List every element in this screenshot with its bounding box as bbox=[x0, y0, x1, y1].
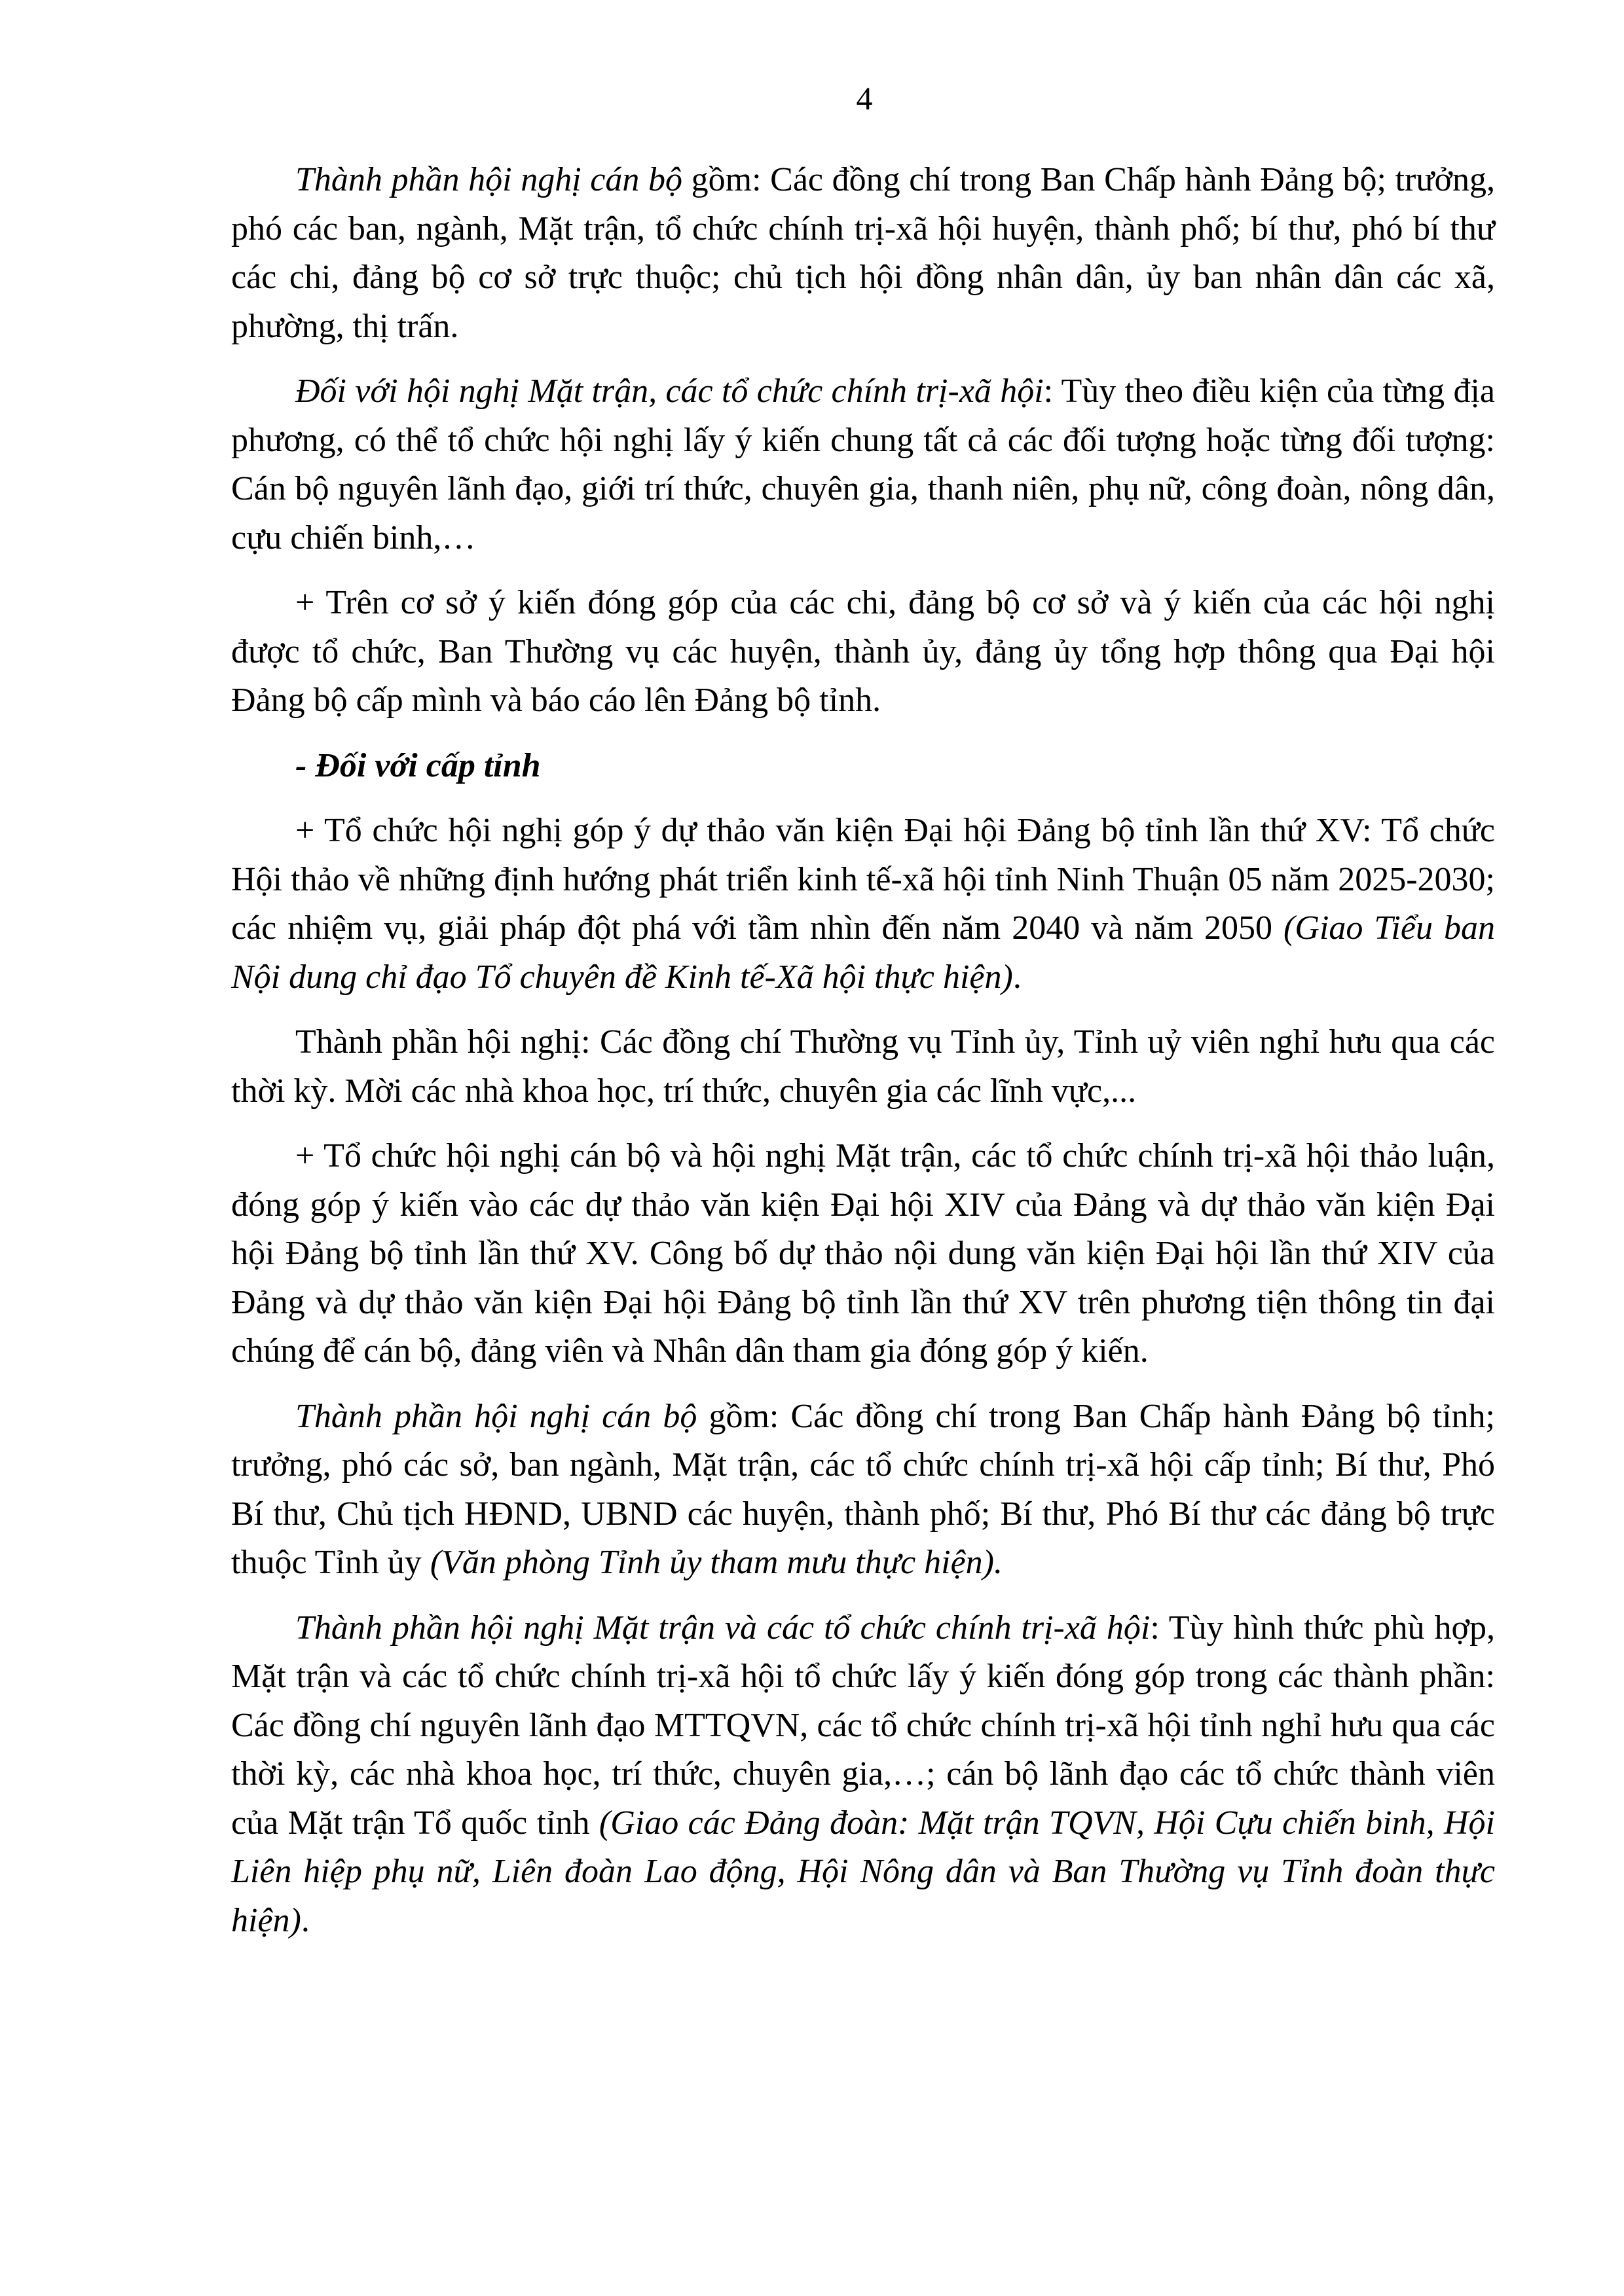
heading-text: - Đối với cấp tỉnh bbox=[295, 746, 541, 784]
paragraph-5 bbox=[231, 1018, 1495, 1116]
text-run: + Trên cơ sở ý kiến đóng góp của các chi, đảng bộ cơ sở và ý kiến của các hội nghị được tổ chức, Ban Thường vụ các huyện, thành ủy, đảng ủy tổng hợp thông qua Đại hội Đảng bộ cấp mình và báo cáo lên Đảng bộ tỉnh. bbox=[231, 584, 1495, 719]
paragraph-6 bbox=[231, 1132, 1495, 1376]
text-run: Đối với hội nghị Mặt trận, các tổ chức chính trị-xã hội bbox=[295, 373, 1044, 410]
page-number: 4 bbox=[856, 80, 873, 117]
paragraph-7 bbox=[231, 1393, 1495, 1588]
text-run: gồm: Các đồng chí trong Ban Chấp hành Đảng bộ; trưởng, phó các ban, ngành, Mặt trận, tổ chức chính trị-xã hội huyện, thành phố; bí thư, phó bí thư các chi, đảng bộ cơ sở trực thuộc; chủ tịch hội đồng nhân dân, ủy ban nhân dân các xã, phường, thị trấn. bbox=[231, 161, 1495, 345]
text-run: . bbox=[301, 1901, 310, 1939]
text-run: gồm: Các đồng chí trong Ban Chấp hành Đảng bộ tỉnh; trưởng, phó các sở, ban ngành, Mặt trận, các tổ chức chính trị-xã hội cấp tỉnh; Bí thư, Phó Bí thư, Chủ tịch HĐND, UBND các huyện, thành phố; Bí thư, Phó Bí thư các đảng bộ trực thuộc Tỉnh ủy bbox=[231, 1397, 1495, 1581]
text-run: Thành phần hội nghị cán bộ bbox=[295, 161, 682, 198]
paragraph-4 bbox=[231, 807, 1495, 1002]
section-heading bbox=[231, 742, 1495, 791]
paragraph-2 bbox=[231, 367, 1495, 562]
paragraph-3 bbox=[231, 579, 1495, 725]
text-run: + Tổ chức hội nghị cán bộ và hội nghị Mặt trận, các tổ chức chính trị-xã hội thảo luận, đóng góp ý kiến vào các dự thảo văn kiện Đại hội XIV của Đảng và dự thảo văn kiện Đại hội Đảng bộ tỉnh lần thứ XV. Công bố dự thảo nội dung văn kiện Đại hội lần thứ XIV của Đảng và dự thảo văn kiện Đại hội Đảng bộ tỉnh lần thứ XV trên phương tiện thông tin đại chúng để cán bộ, đảng viên và Nhân dân tham gia đóng góp ý kiến. bbox=[231, 1137, 1495, 1370]
text-run: : Tùy hình thức phù hợp, Mặt trận và các tổ chức chính trị-xã hội tổ chức lấy ý kiến đóng góp trong các thành phần: Các đồng chí nguyên lãnh đạo MTTQVN, các tổ chức chính trị-xã hội tỉnh nghỉ hưu qua các thời kỳ, các nhà khoa học, trí thức, chuyên gia,…; cán bộ lãnh đạo các tổ chức thành viên của Mặt trận Tổ quốc tỉnh bbox=[231, 1609, 1495, 1842]
text-run: (Giao Tiểu ban Nội dung chỉ đạo Tổ chuyên đề Kinh tế-Xã hội thực hiện) bbox=[231, 909, 1495, 996]
text-run: (Giao các Đảng đoàn: Mặt trận TQVN, Hội Cựu chiến binh, Hội Liên hiệp phụ nữ, Liên đoàn Lao động, Hội Nông dân và Ban Thường vụ Tỉnh đoàn thực hiện) bbox=[231, 1804, 1495, 1939]
paragraph-1 bbox=[231, 156, 1495, 351]
text-run: : Tùy theo điều kiện của từng địa phương, có thể tổ chức hội nghị lấy ý kiến chung tất cả các đối tượng hoặc từng đối tượng: Cán bộ nguyên lãnh đạo, giới trí thức, chuyên gia, thanh niên, phụ nữ, công đoàn, nông dân, cựu chiến binh,… bbox=[231, 373, 1495, 556]
text-run: . bbox=[1012, 958, 1022, 996]
text-run: + Tổ chức hội nghị góp ý dự thảo văn kiện Đại hội Đảng bộ tỉnh lần thứ XV: Tổ chức Hội thảo về những định hướng phát triển kinh tế-xã hội tỉnh Ninh Thuận 05 năm 2025-2030; các nhiệm vụ, giải pháp đột phá với tầm nhìn đến năm 2040 và năm 2050 bbox=[231, 812, 1495, 947]
paragraph-8 bbox=[231, 1604, 1495, 1946]
document-body bbox=[231, 156, 1495, 1961]
text-run: (Văn phòng Tỉnh ủy tham mưu thực hiện). bbox=[430, 1544, 1003, 1581]
text-run: Thành phần hội nghị cán bộ bbox=[295, 1397, 697, 1435]
text-run: Thành phần hội nghị: Các đồng chí Thường vụ Tỉnh ủy, Tỉnh uỷ viên nghỉ hưu qua các thời kỳ. Mời các nhà khoa học, trí thức, chuyên gia các lĩnh vực,... bbox=[231, 1023, 1495, 1110]
text-run: Thành phần hội nghị Mặt trận và các tổ chức chính trị-xã hội bbox=[295, 1609, 1151, 1647]
